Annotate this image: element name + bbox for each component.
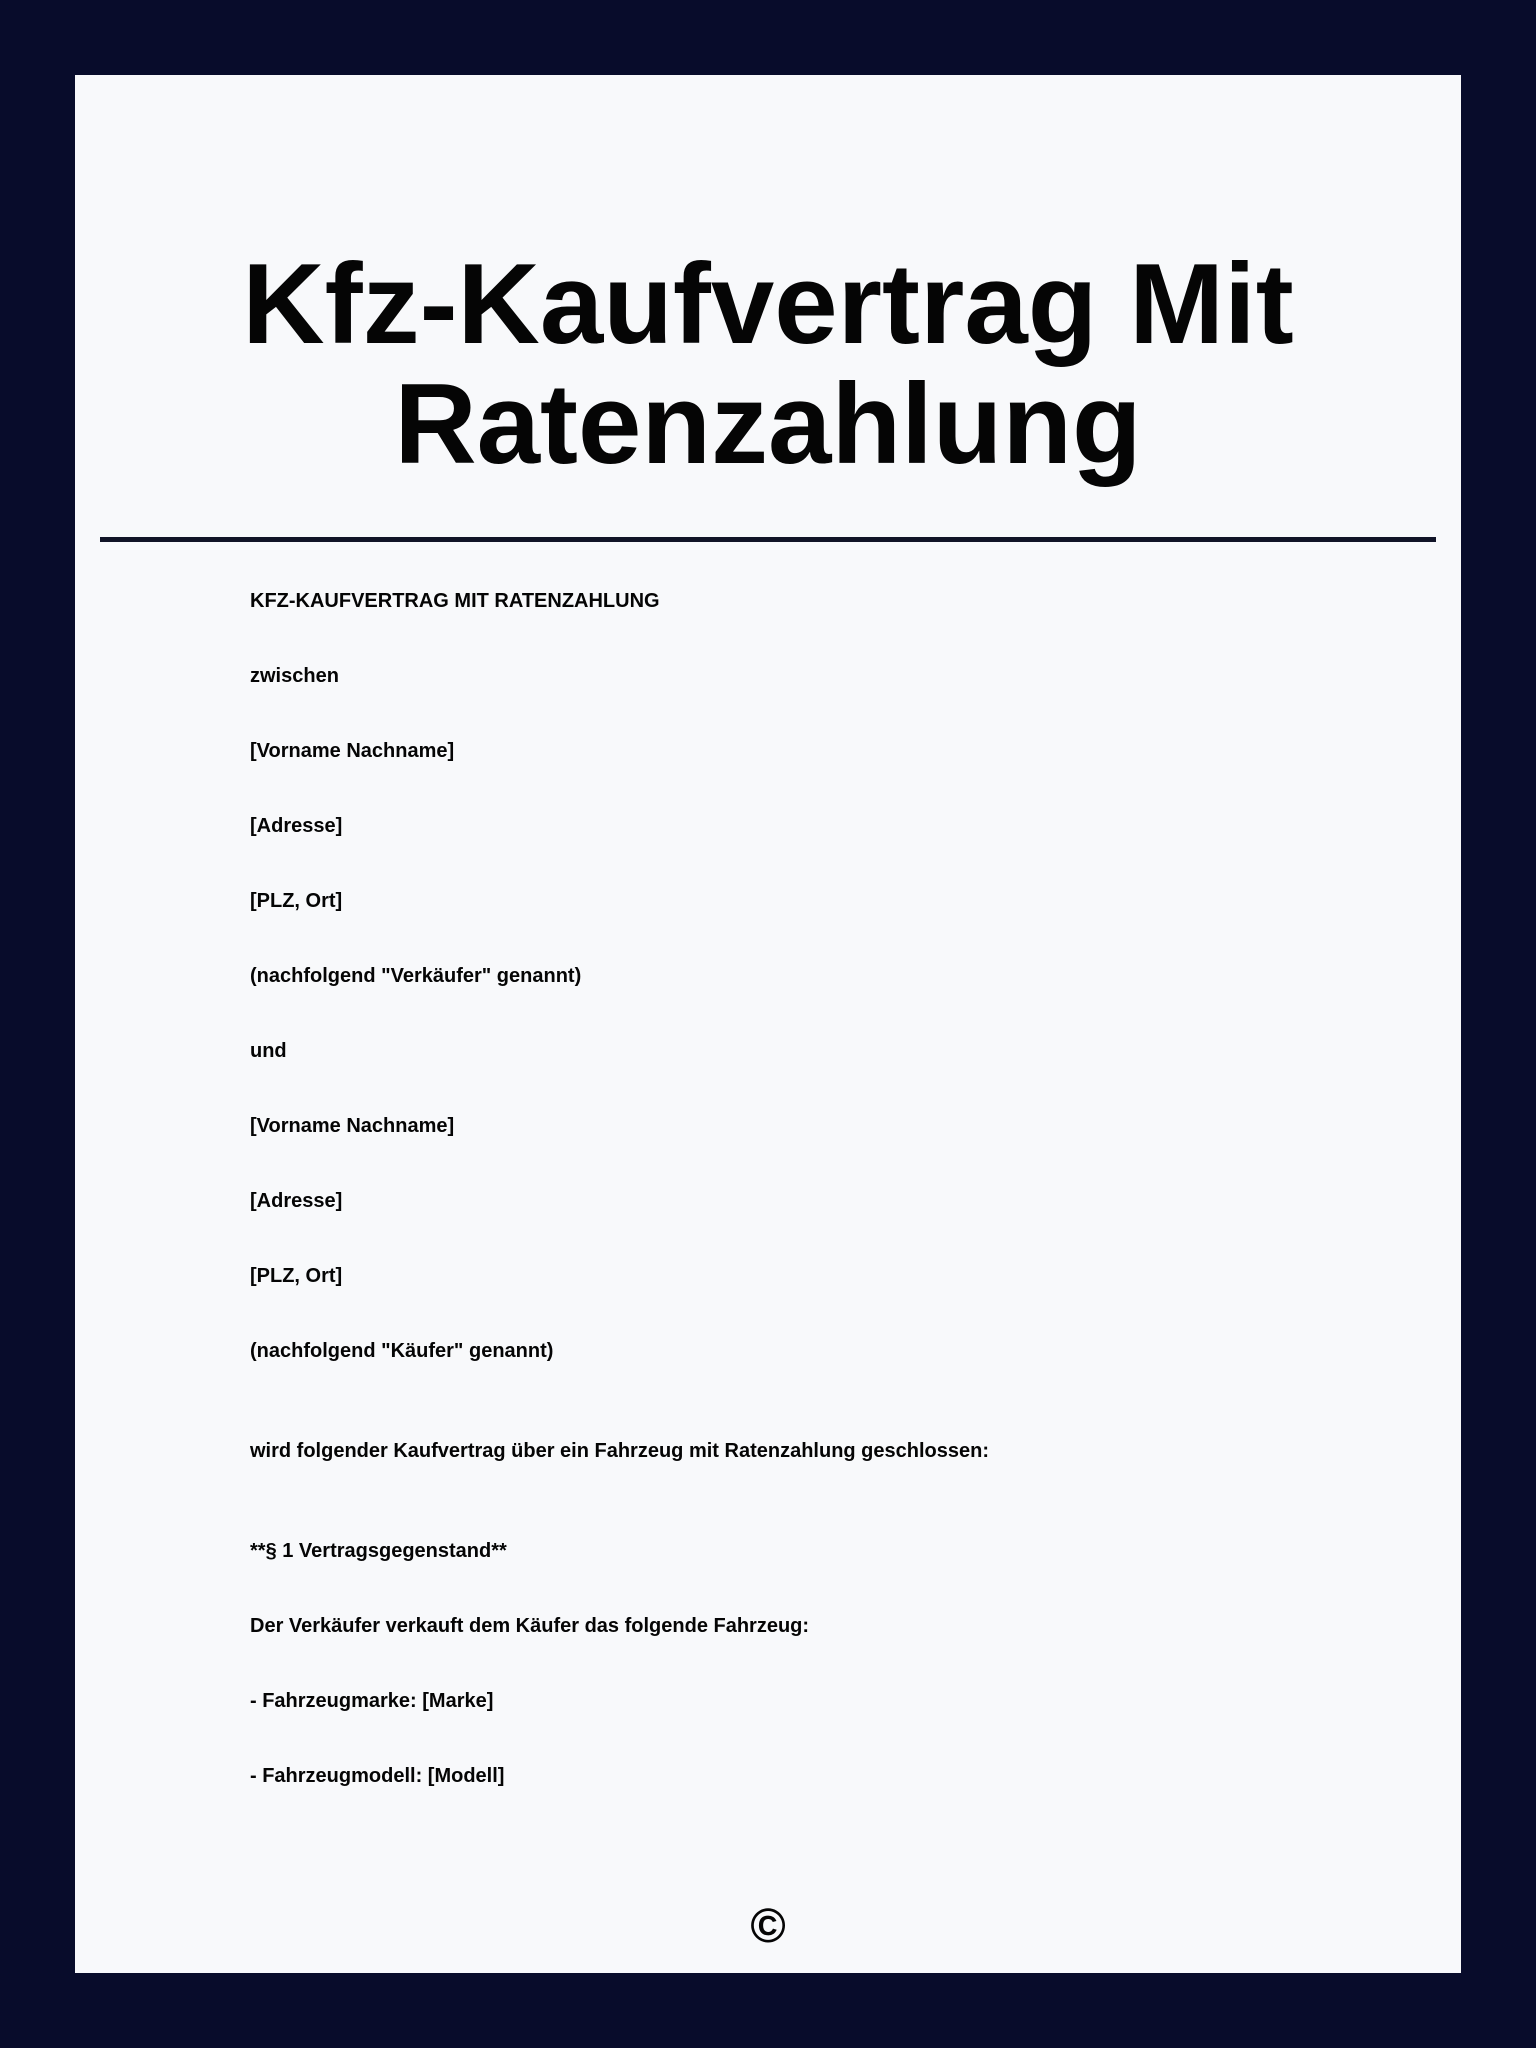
contract-line: [PLZ, Ort] bbox=[250, 890, 343, 912]
document-title-line-1: Kfz-Kaufvertrag Mit bbox=[242, 241, 1294, 368]
document-title-line-2: Ratenzahlung bbox=[394, 361, 1142, 488]
contract-line: und bbox=[250, 1040, 287, 1062]
document-page bbox=[75, 75, 1461, 1973]
contract-line: [Vorname Nachname] bbox=[250, 1115, 455, 1137]
contract-line: [Adresse] bbox=[250, 815, 343, 837]
contract-line: wird folgender Kaufvertrag über ein Fahrzeug mit Ratenzahlung geschlossen: bbox=[250, 1440, 990, 1462]
copyright-icon: © bbox=[750, 1900, 786, 1953]
document-title bbox=[75, 241, 1461, 488]
contract-line: [Adresse] bbox=[250, 1190, 343, 1212]
section-heading: **§ 1 Vertragsgegenstand** bbox=[250, 1540, 507, 1562]
contract-line: [Vorname Nachname] bbox=[250, 740, 455, 762]
contract-heading: KFZ-KAUFVERTRAG MIT RATENZAHLUNG bbox=[250, 590, 660, 612]
contract-line: zwischen bbox=[250, 665, 339, 687]
contract-line: - Fahrzeugmarke: [Marke] bbox=[250, 1690, 494, 1712]
contract-line: Der Verkäufer verkauft dem Käufer das folgende Fahrzeug: bbox=[250, 1615, 810, 1637]
contract-line: [PLZ, Ort] bbox=[250, 1265, 343, 1287]
contract-line: (nachfolgend "Verkäufer" genannt) bbox=[250, 965, 582, 987]
title-divider bbox=[100, 537, 1436, 542]
contract-line: (nachfolgend "Käufer" genannt) bbox=[250, 1340, 554, 1362]
contract-line: - Fahrzeugmodell: [Modell] bbox=[250, 1765, 505, 1787]
